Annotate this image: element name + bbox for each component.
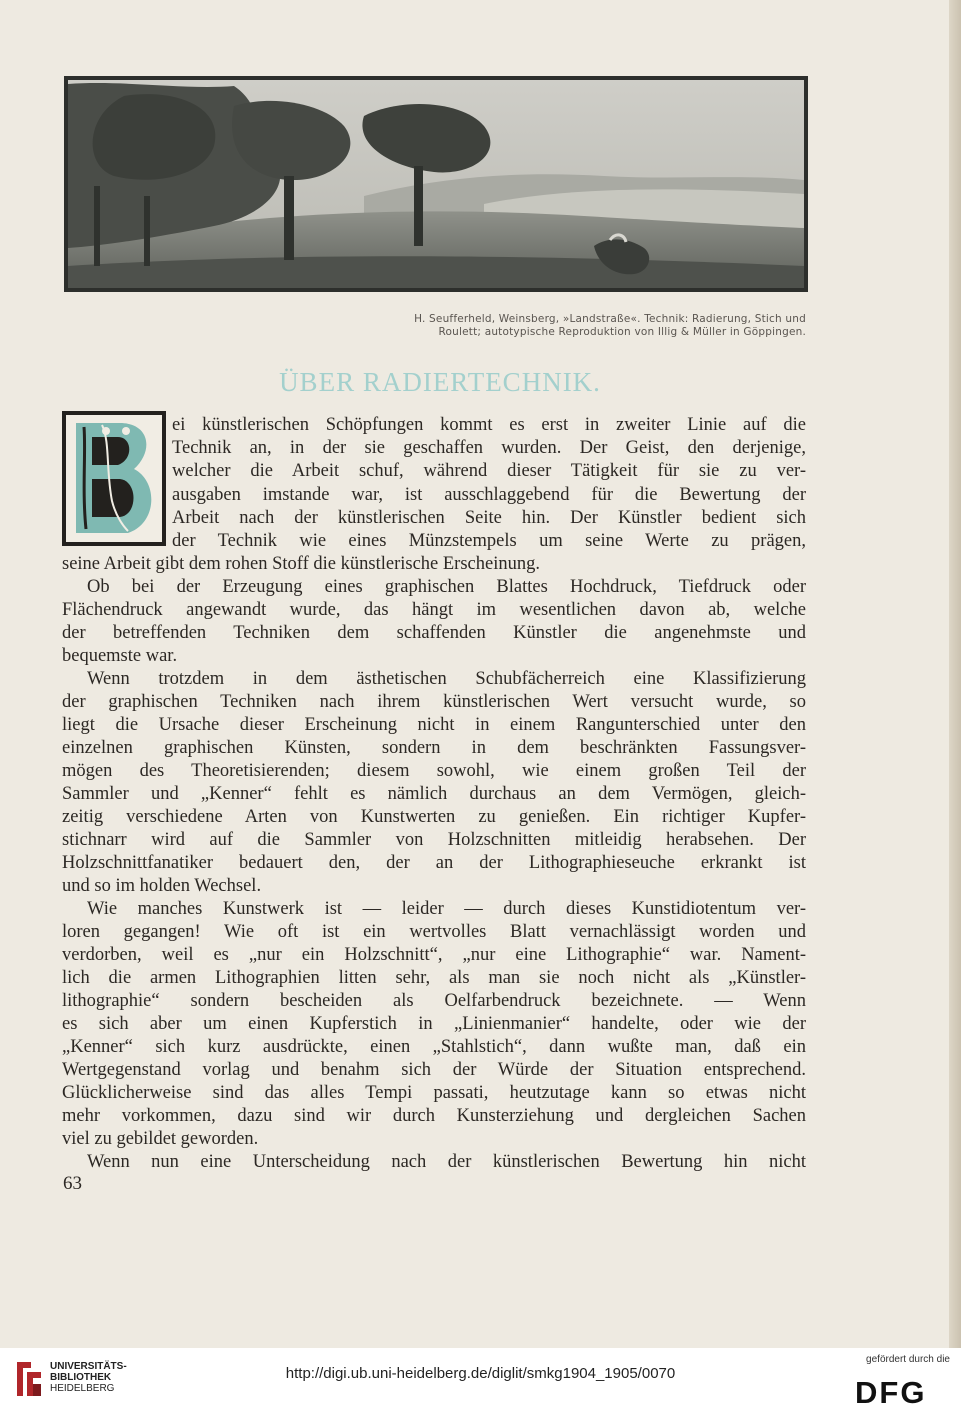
text-line: lithographie“ sondern bescheiden als Oelfarbendruck bezeichnete. — Wenn xyxy=(62,991,806,1011)
text-line: welcher die Arbeit schuf, während dieser Tätigkeit für sie zu ver- xyxy=(172,461,806,481)
text-line: loren gegangen! Wie oft ist ein wertvolles Blatt vernachlässigt worden und xyxy=(62,922,806,942)
text-line: viel zu gebildet geworden. xyxy=(62,1129,259,1149)
text-line: ei künstlerischen Schöpfungen kommt es erst in zweiter Linie auf die xyxy=(172,415,806,435)
text-line: und so im holden Wechsel. xyxy=(62,876,262,896)
text-line: mögen des Theoretisierenden; diesem sowohl, wie einem großen Teil der xyxy=(62,761,806,781)
landscape-etching xyxy=(64,76,808,292)
text-line: der graphischen Techniken nach ihrem künstlerischen Wert versucht wurde, so xyxy=(62,692,806,712)
text-line: Ob bei der Erzeugung eines graphischen Blattes Hochdruck, Tiefdruck oder xyxy=(87,577,806,597)
text-line: Wenn trotzdem in dem ästhetischen Schubfächerreich eine Klassifizierung xyxy=(87,669,806,689)
library-name-line: HEIDELBERG xyxy=(50,1383,115,1394)
text-line: verdorben, weil es „nur ein Holzschnitt“, „nur eine Lithographie“ war. Nament- xyxy=(62,945,806,965)
library-name-line: BIBLIOTHEK xyxy=(50,1372,112,1383)
text-line: bequemste war. xyxy=(62,646,178,666)
caption-line: Roulett; autotypische Reproduktion von Illig & Müller in Göppingen. xyxy=(438,325,806,338)
text-line: lich die armen Lithographien litten sehr, als man sie noch nicht als „Künstler- xyxy=(62,968,806,988)
text-line: liegt die Ursache dieser Erscheinung nicht in einem Rangunterschied unter den xyxy=(62,715,806,735)
text-line: Flächendruck angewandt wurde, das hängt im wesentlichen davon ab, welche xyxy=(62,600,806,620)
viewer-footer xyxy=(0,1348,961,1416)
text-line: Wenn nun eine Unterscheidung nach der künstlerischen Bewertung hin nicht xyxy=(87,1152,806,1172)
illustration-caption xyxy=(300,313,806,338)
text-line: seine Arbeit gibt dem rohen Stoff die künstlerische Erscheinung. xyxy=(62,554,540,574)
text-line: Arbeit nach der künstlerischen Seite hin. Der Künstler bedient sich xyxy=(172,508,806,528)
text-line: Holzschnittfanatiker bedauert den, der an der Lithographieseuche erkrankt ist xyxy=(62,853,806,873)
text-line: Technik an, in der sie geschaffen wurden. Der Geist, den derjenige, xyxy=(172,438,806,458)
page-number: 63 xyxy=(63,1173,82,1194)
caption-line: H. Seufferheld, Weinsberg, »Landstraße«. Technik: Radierung, Stich und xyxy=(414,313,806,325)
text-line: Glücklicherweise sind das alles Tempi passati, heutzutage kann so etwas nicht xyxy=(62,1083,806,1103)
decorated-initial-b xyxy=(62,411,166,546)
dfg-logo[interactable]: DFG xyxy=(855,1375,927,1410)
text-line: mehr vorkommen, dazu sind wir durch Kunsterziehung und dergleichen Sachen xyxy=(62,1106,806,1126)
text-line: einzelnen graphischen Künsten, sondern in dem beschränkten Fassungsver- xyxy=(62,738,806,758)
text-line: der Technik wie eines Münzstempels um seine Werte zu prägen, xyxy=(172,531,806,551)
text-line: stichnarr wird auf die Sammler von Holzschnitten mitleidig herabsehen. Der xyxy=(62,830,806,850)
text-line: zeitig verschiedene Arten von Kunstwerten zu genießen. Ein richtiger Kupfer- xyxy=(62,807,806,827)
article-title: ÜBER RADIERTECHNIK. xyxy=(279,367,601,397)
sponsor-note: gefördert durch die xyxy=(866,1354,950,1365)
text-line: ausgaben imstande war, ist ausschlaggebend für die Bewertung der xyxy=(172,485,806,505)
text-line: Wertgegenstand vorlag und benahm sich der Würde der Situation entsprechend. xyxy=(62,1060,806,1080)
permalink-url[interactable]: http://digi.ub.uni-heidelberg.de/diglit/smkg1904_1905/0070 xyxy=(285,1365,676,1382)
text-line: Sammler und „Kenner“ fehlt es nämlich durchaus an dem Vermögen, gleich- xyxy=(62,784,806,804)
text-line: „Kenner“ sich kurz ausdrückte, einen „Stahlstich“, dann wußte man, daß ein xyxy=(62,1037,806,1057)
text-line: der betreffenden Techniken dem schaffenden Künstler die angenehmste und xyxy=(62,623,806,643)
page-edge xyxy=(949,0,961,1348)
landscape-etching-image xyxy=(64,76,808,292)
text-line: Wie manches Kunstwerk ist — leider — durch dieses Kunstidiotentum ver- xyxy=(87,899,806,919)
library-name-line: UNIVERSITÄTS- xyxy=(50,1361,127,1372)
text-line: es sich aber um einen Kupferstich in „Linienmanier“ handelte, oder wie der xyxy=(62,1014,806,1034)
initial-letter-image xyxy=(62,411,166,546)
